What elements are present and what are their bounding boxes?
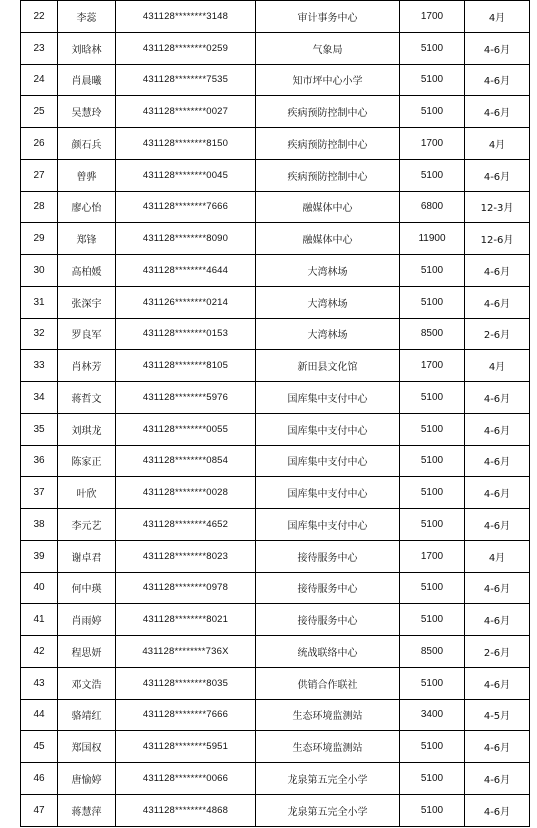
name-cell: 张深宇: [58, 286, 116, 318]
row-number-cell: 30: [21, 255, 58, 287]
months-cell: 4-6月: [465, 64, 530, 96]
months-cell: 4-6月: [465, 667, 530, 699]
name-cell: 郑国权: [58, 731, 116, 763]
months-cell: 2-6月: [465, 636, 530, 668]
work-unit-cell: 大湾林场: [256, 255, 400, 287]
id-number-cell: 431128********4644: [116, 255, 256, 287]
id-number-cell: 431128********8150: [116, 128, 256, 160]
months-cell: 4-6月: [465, 604, 530, 636]
id-number-cell: 431128********3148: [116, 1, 256, 33]
work-unit-cell: 国库集中支付中心: [256, 509, 400, 541]
row-number-cell: 44: [21, 699, 58, 731]
row-number-cell: 40: [21, 572, 58, 604]
months-cell: 4-6月: [465, 255, 530, 287]
row-number-cell: 22: [21, 1, 58, 33]
months-cell: 4-6月: [465, 96, 530, 128]
table-row: [21, 731, 530, 763]
amount-cell: 5100: [400, 445, 465, 477]
id-number-cell: 431128********0028: [116, 477, 256, 509]
row-number-cell: 27: [21, 159, 58, 191]
amount-cell: 5100: [400, 32, 465, 64]
name-cell: 程思妍: [58, 636, 116, 668]
months-cell: 4月: [465, 350, 530, 382]
amount-cell: 5100: [400, 794, 465, 826]
name-cell: 刘琪龙: [58, 413, 116, 445]
months-cell: 2-6月: [465, 318, 530, 350]
amount-cell: 6800: [400, 191, 465, 223]
months-cell: 4-6月: [465, 159, 530, 191]
table-row: [21, 1, 530, 33]
work-unit-cell: 审计事务中心: [256, 1, 400, 33]
work-unit-cell: 气象局: [256, 32, 400, 64]
id-number-cell: 431128********8023: [116, 540, 256, 572]
amount-cell: 1700: [400, 540, 465, 572]
id-number-cell: 431128********8035: [116, 667, 256, 699]
amount-cell: 5100: [400, 509, 465, 541]
months-cell: 12-6月: [465, 223, 530, 255]
table-row: [21, 223, 530, 255]
months-cell: 4-6月: [465, 572, 530, 604]
row-number-cell: 28: [21, 191, 58, 223]
name-cell: 骆靖红: [58, 699, 116, 731]
table-row: [21, 477, 530, 509]
name-cell: 谢卓君: [58, 540, 116, 572]
amount-cell: 8500: [400, 636, 465, 668]
name-cell: 何中瑛: [58, 572, 116, 604]
work-unit-cell: 大湾林场: [256, 286, 400, 318]
table-row: [21, 255, 530, 287]
months-cell: 4-6月: [465, 509, 530, 541]
amount-cell: 5100: [400, 64, 465, 96]
id-number-cell: 431128********0027: [116, 96, 256, 128]
table-body: [21, 1, 530, 827]
row-number-cell: 36: [21, 445, 58, 477]
months-cell: 4月: [465, 128, 530, 160]
table-row: [21, 540, 530, 572]
row-number-cell: 25: [21, 96, 58, 128]
name-cell: 肖林芳: [58, 350, 116, 382]
work-unit-cell: 龙泉第五完全小学: [256, 763, 400, 795]
id-number-cell: 431128********0055: [116, 413, 256, 445]
months-cell: 4-6月: [465, 477, 530, 509]
name-cell: 肖晨曦: [58, 64, 116, 96]
row-number-cell: 41: [21, 604, 58, 636]
name-cell: 郑锋: [58, 223, 116, 255]
table-row: [21, 604, 530, 636]
table-row: [21, 350, 530, 382]
id-number-cell: 431128********0854: [116, 445, 256, 477]
row-number-cell: 26: [21, 128, 58, 160]
table-row: [21, 763, 530, 795]
id-number-cell: 431128********5951: [116, 731, 256, 763]
amount-cell: 11900: [400, 223, 465, 255]
row-number-cell: 38: [21, 509, 58, 541]
work-unit-cell: 疾病预防控制中心: [256, 128, 400, 160]
table-row: [21, 636, 530, 668]
row-number-cell: 23: [21, 32, 58, 64]
months-cell: 4-6月: [465, 382, 530, 414]
table-row: [21, 64, 530, 96]
name-cell: 吴慧玲: [58, 96, 116, 128]
name-cell: 曾骅: [58, 159, 116, 191]
row-number-cell: 43: [21, 667, 58, 699]
table-row: [21, 191, 530, 223]
subsidy-table-container: [20, 0, 529, 827]
amount-cell: 5100: [400, 96, 465, 128]
table-row: [21, 318, 530, 350]
amount-cell: 3400: [400, 699, 465, 731]
id-number-cell: 431128********7666: [116, 699, 256, 731]
work-unit-cell: 生态环境监测站: [256, 699, 400, 731]
work-unit-cell: 生态环境监测站: [256, 731, 400, 763]
amount-cell: 8500: [400, 318, 465, 350]
work-unit-cell: 融媒体中心: [256, 223, 400, 255]
work-unit-cell: 国库集中支付中心: [256, 445, 400, 477]
row-number-cell: 45: [21, 731, 58, 763]
table-row: [21, 96, 530, 128]
row-number-cell: 35: [21, 413, 58, 445]
table-row: [21, 413, 530, 445]
work-unit-cell: 新田县文化馆: [256, 350, 400, 382]
name-cell: 高柏媛: [58, 255, 116, 287]
row-number-cell: 39: [21, 540, 58, 572]
id-number-cell: 431128********8021: [116, 604, 256, 636]
months-cell: 4-6月: [465, 32, 530, 64]
row-number-cell: 46: [21, 763, 58, 795]
name-cell: 李元艺: [58, 509, 116, 541]
id-number-cell: 431126********0214: [116, 286, 256, 318]
work-unit-cell: 供销合作联社: [256, 667, 400, 699]
work-unit-cell: 接待服务中心: [256, 540, 400, 572]
id-number-cell: 431128********8090: [116, 223, 256, 255]
work-unit-cell: 疾病预防控制中心: [256, 159, 400, 191]
table-row: [21, 572, 530, 604]
subsidy-table: [20, 0, 530, 827]
amount-cell: 5100: [400, 763, 465, 795]
months-cell: 4-6月: [465, 286, 530, 318]
months-cell: 4月: [465, 1, 530, 33]
work-unit-cell: 接待服务中心: [256, 572, 400, 604]
id-number-cell: 431128********736X: [116, 636, 256, 668]
work-unit-cell: 接待服务中心: [256, 604, 400, 636]
amount-cell: 1700: [400, 1, 465, 33]
id-number-cell: 431128********8105: [116, 350, 256, 382]
row-number-cell: 29: [21, 223, 58, 255]
months-cell: 4-6月: [465, 731, 530, 763]
row-number-cell: 33: [21, 350, 58, 382]
table-row: [21, 794, 530, 826]
work-unit-cell: 疾病预防控制中心: [256, 96, 400, 128]
id-number-cell: 431128********0045: [116, 159, 256, 191]
work-unit-cell: 国库集中支付中心: [256, 413, 400, 445]
name-cell: 罗良军: [58, 318, 116, 350]
table-row: [21, 445, 530, 477]
table-row: [21, 159, 530, 191]
id-number-cell: 431128********7666: [116, 191, 256, 223]
amount-cell: 5100: [400, 255, 465, 287]
name-cell: 邓文浩: [58, 667, 116, 699]
work-unit-cell: 统战联络中心: [256, 636, 400, 668]
amount-cell: 5100: [400, 159, 465, 191]
name-cell: 蒋慧萍: [58, 794, 116, 826]
table-row: [21, 667, 530, 699]
work-unit-cell: 大湾林场: [256, 318, 400, 350]
amount-cell: 1700: [400, 350, 465, 382]
months-cell: 4-6月: [465, 763, 530, 795]
name-cell: 肖雨婷: [58, 604, 116, 636]
id-number-cell: 431128********7535: [116, 64, 256, 96]
row-number-cell: 32: [21, 318, 58, 350]
row-number-cell: 47: [21, 794, 58, 826]
amount-cell: 5100: [400, 382, 465, 414]
table-row: [21, 382, 530, 414]
amount-cell: 5100: [400, 413, 465, 445]
row-number-cell: 34: [21, 382, 58, 414]
table-row: [21, 286, 530, 318]
amount-cell: 5100: [400, 477, 465, 509]
table-row: [21, 128, 530, 160]
table-row: [21, 509, 530, 541]
name-cell: 陈家正: [58, 445, 116, 477]
id-number-cell: 431128********0259: [116, 32, 256, 64]
id-number-cell: 431128********0066: [116, 763, 256, 795]
months-cell: 4月: [465, 540, 530, 572]
work-unit-cell: 国库集中支付中心: [256, 477, 400, 509]
work-unit-cell: 融媒体中心: [256, 191, 400, 223]
row-number-cell: 37: [21, 477, 58, 509]
name-cell: 蒋哲文: [58, 382, 116, 414]
name-cell: 颜石兵: [58, 128, 116, 160]
amount-cell: 5100: [400, 667, 465, 699]
work-unit-cell: 国库集中支付中心: [256, 382, 400, 414]
id-number-cell: 431128********5976: [116, 382, 256, 414]
id-number-cell: 431128********0978: [116, 572, 256, 604]
id-number-cell: 431128********4652: [116, 509, 256, 541]
months-cell: 4-6月: [465, 445, 530, 477]
amount-cell: 5100: [400, 604, 465, 636]
amount-cell: 5100: [400, 572, 465, 604]
name-cell: 李蕊: [58, 1, 116, 33]
row-number-cell: 31: [21, 286, 58, 318]
name-cell: 廖心怡: [58, 191, 116, 223]
work-unit-cell: 知市坪中心小学: [256, 64, 400, 96]
months-cell: 4-5月: [465, 699, 530, 731]
amount-cell: 5100: [400, 286, 465, 318]
months-cell: 12-3月: [465, 191, 530, 223]
table-row: [21, 699, 530, 731]
table-row: [21, 32, 530, 64]
id-number-cell: 431128********0153: [116, 318, 256, 350]
name-cell: 刘晗林: [58, 32, 116, 64]
months-cell: 4-6月: [465, 413, 530, 445]
row-number-cell: 42: [21, 636, 58, 668]
row-number-cell: 24: [21, 64, 58, 96]
id-number-cell: 431128********4868: [116, 794, 256, 826]
name-cell: 叶欣: [58, 477, 116, 509]
work-unit-cell: 龙泉第五完全小学: [256, 794, 400, 826]
name-cell: 唐愉婷: [58, 763, 116, 795]
amount-cell: 1700: [400, 128, 465, 160]
months-cell: 4-6月: [465, 794, 530, 826]
amount-cell: 5100: [400, 731, 465, 763]
